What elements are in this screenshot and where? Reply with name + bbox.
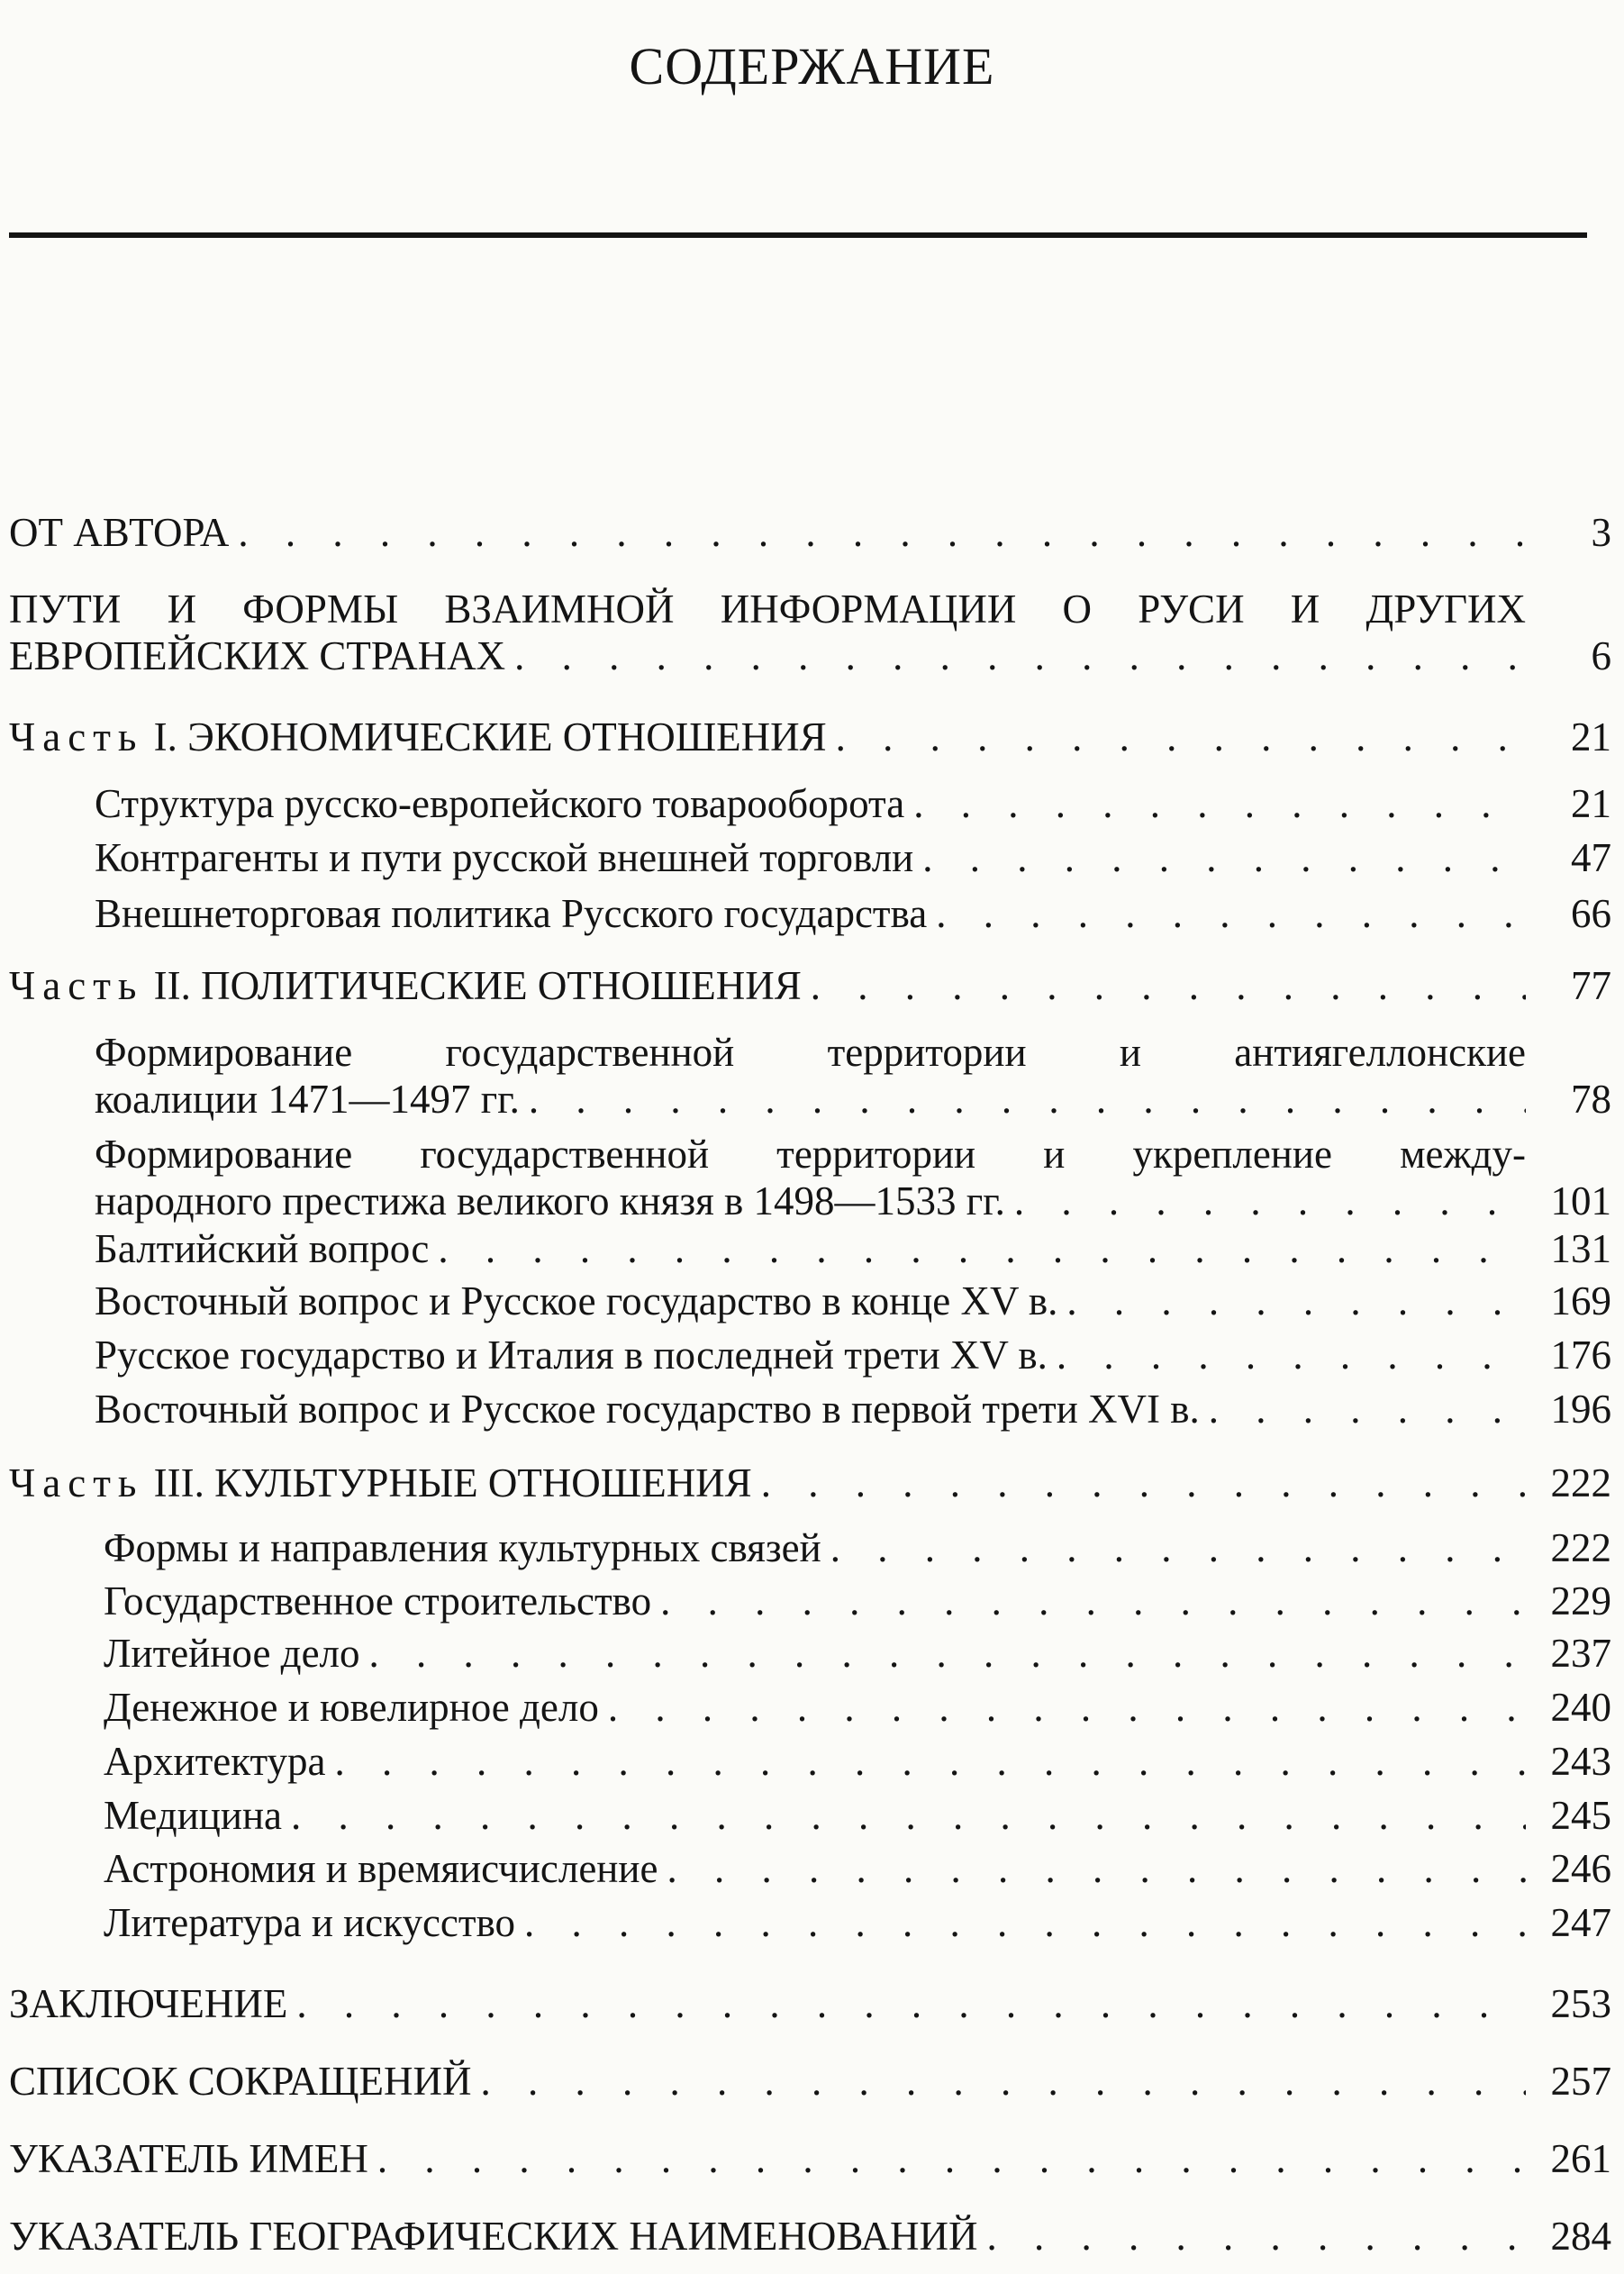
toc-page-number: 21: [1571, 714, 1611, 760]
toc-entry-label: II. ПОЛИТИЧЕСКИЕ ОТНОШЕНИЯ: [153, 963, 802, 1008]
toc-subentry[interactable]: [95, 780, 1611, 827]
leader-dots: [1048, 1332, 1526, 1378]
toc-entry-label: Денежное и ювелирное дело: [104, 1685, 599, 1730]
toc-page-number: 66: [1571, 891, 1611, 936]
toc-page-number: 261: [1550, 2136, 1611, 2181]
toc-entry-label: Астрономия и времяисчисление: [104, 1846, 658, 1891]
toc-page-number: 222: [1550, 1460, 1611, 1505]
leader-dots: [287, 1980, 1526, 2027]
toc-entry-abbreviations[interactable]: [9, 2058, 1611, 2105]
page-title: СОДЕРЖАНИЕ: [629, 37, 995, 96]
toc-page-number: 6: [1591, 633, 1611, 678]
toc-subentry[interactable]: [104, 1899, 1611, 1946]
toc-subentry[interactable]: [95, 1386, 1611, 1433]
toc-page-number: 176: [1550, 1333, 1611, 1378]
toc-subentry[interactable]: [104, 1630, 1611, 1677]
toc-page-number: 243: [1550, 1739, 1611, 1784]
toc-page-number: 77: [1571, 963, 1611, 1008]
leader-dots: [651, 1578, 1526, 1624]
toc-page-number: 21: [1571, 781, 1611, 826]
leader-dots: [505, 632, 1526, 679]
toc-entry-label: ОТ АВТОРА: [9, 510, 230, 555]
toc-page-number: 131: [1550, 1226, 1611, 1271]
toc-entry-label: Литература и искусство: [104, 1900, 516, 1945]
toc-entry-label: УКАЗАТЕЛЬ ИМЕН: [9, 2136, 368, 2181]
toc-entry-label: народного престижа великого князя в 1498—1533 гг.: [95, 1178, 1005, 1223]
toc-entry-label: Государственное строительство: [104, 1578, 652, 1624]
leader-dots: [978, 2213, 1527, 2260]
leader-dots: [752, 1460, 1526, 1506]
toc-page-number: 257: [1550, 2059, 1611, 2104]
toc-entry-name-index[interactable]: [9, 2135, 1611, 2182]
toc-entry-label: Восточный вопрос и Русское государство в первой трети XVI в.: [95, 1387, 1200, 1432]
leader-dots: [802, 962, 1526, 1009]
toc-subentry[interactable]: [104, 1578, 1611, 1624]
toc-entry-geo-index[interactable]: [9, 2213, 1611, 2260]
leader-dots: [520, 1076, 1526, 1123]
part-prefix: Часть: [9, 1460, 144, 1505]
toc-page-number: 240: [1550, 1685, 1611, 1730]
toc-page-number: 47: [1571, 835, 1611, 880]
leader-dots: [429, 1225, 1526, 1272]
toc-page-number: 237: [1550, 1631, 1611, 1676]
toc-entry-label: Литейное дело: [104, 1631, 360, 1676]
toc-entry-label: Медицина: [104, 1793, 282, 1838]
toc-subentry[interactable]: [95, 890, 1611, 937]
toc-page-number: 229: [1550, 1578, 1611, 1624]
toc-entry-label: Архитектура: [104, 1739, 326, 1784]
toc-entry-label: Контрагенты и пути русской внешней торговли: [95, 835, 914, 880]
toc-entry-label: Восточный вопрос и Русское государство в конце XV в.: [95, 1278, 1058, 1323]
toc-subentry[interactable]: [95, 1029, 1611, 1123]
toc-page-number: 247: [1550, 1900, 1611, 1945]
leader-dots: [229, 509, 1526, 556]
toc-entry-label-line1: ПУТИ И ФОРМЫ ВЗАИМНОЙ ИНФОРМАЦИИ О РУСИ И ДРУГИХ: [9, 587, 1526, 632]
toc-part-1[interactable]: [9, 714, 1611, 760]
toc-entry-ways-and-forms[interactable]: [9, 586, 1611, 679]
toc-part-2[interactable]: [9, 962, 1611, 1009]
toc-subentry[interactable]: [95, 1225, 1611, 1272]
leader-dots: [821, 1524, 1526, 1571]
toc-entry-label: ЕВРОПЕЙСКИХ СТРАНАХ: [9, 633, 506, 678]
toc-entry-label: Балтийский вопрос: [95, 1226, 430, 1271]
toc-entry-conclusion[interactable]: [9, 1980, 1611, 2027]
leader-dots: [599, 1684, 1526, 1731]
toc-entry-label: УКАЗАТЕЛЬ ГЕОГРАФИЧЕСКИХ НАИМЕНОВАНИЙ: [9, 2214, 978, 2259]
toc-page-number: 284: [1550, 2214, 1611, 2259]
toc-entry-label: Русское государство и Италия в последней трети XV в.: [95, 1333, 1048, 1378]
leader-dots: [360, 1630, 1526, 1677]
leader-dots: [927, 890, 1526, 937]
leader-dots: [1057, 1278, 1526, 1324]
toc-page-number: 169: [1550, 1278, 1611, 1323]
toc-entry-label-line1: Формирование государственной территории и антиягеллонские: [95, 1030, 1526, 1075]
toc-subentry[interactable]: [104, 1684, 1611, 1731]
toc-subentry[interactable]: [104, 1738, 1611, 1785]
toc-entry-label: III. КУЛЬТУРНЫЕ ОТНОШЕНИЯ: [153, 1460, 752, 1505]
part-prefix: Часть: [9, 714, 144, 760]
toc-page-number: 101: [1550, 1178, 1611, 1223]
toc-subentry[interactable]: [95, 1332, 1611, 1378]
leader-dots: [904, 780, 1526, 827]
leader-dots: [326, 1738, 1526, 1785]
leader-dots: [282, 1792, 1526, 1839]
toc-part-3[interactable]: [9, 1460, 1611, 1506]
toc-page-number: 222: [1550, 1525, 1611, 1570]
leader-dots: [368, 2135, 1526, 2182]
toc-page-number: 78: [1571, 1077, 1611, 1122]
toc-page-number: 245: [1550, 1793, 1611, 1838]
leader-dots: [658, 1845, 1526, 1892]
leader-dots: [913, 834, 1526, 881]
toc-subentry[interactable]: [95, 834, 1611, 881]
toc-page-number: 196: [1550, 1387, 1611, 1432]
toc-subentry[interactable]: [104, 1792, 1611, 1839]
part-prefix: Часть: [9, 963, 144, 1008]
toc-page-number: 246: [1550, 1846, 1611, 1891]
leader-dots: [471, 2058, 1526, 2105]
toc-subentry[interactable]: [104, 1845, 1611, 1892]
toc-entry-label: I. ЭКОНОМИЧЕСКИЕ ОТНОШЕНИЯ: [153, 714, 827, 760]
toc-entry-label: Структура русско-европейского товарооборота: [95, 781, 905, 826]
toc-entry-label: Внешнеторговая политика Русского государства: [95, 891, 928, 936]
toc-subentry[interactable]: [95, 1278, 1611, 1324]
leader-dots: [827, 714, 1526, 760]
leader-dots: [515, 1899, 1526, 1946]
toc-page-number: 253: [1550, 1981, 1611, 2026]
toc-entry-label: ЗАКЛЮЧЕНИЕ: [9, 1981, 288, 2026]
toc-entry-label: Формы и направления культурных связей: [104, 1525, 821, 1570]
toc-subentry[interactable]: [104, 1524, 1611, 1571]
toc-page-number: 3: [1591, 510, 1611, 555]
toc-entry-label: СПИСОК СОКРАЩЕНИЙ: [9, 2059, 472, 2104]
toc-entry-label: коалиции 1471—1497 гг.: [95, 1077, 520, 1122]
toc-entry-label-line1: Формирование государственной территории и укрепление между-: [95, 1132, 1526, 1177]
leader-dots: [1005, 1178, 1526, 1224]
toc-subentry[interactable]: [95, 1131, 1611, 1224]
leader-dots: [1200, 1386, 1526, 1433]
toc-entry-from-author[interactable]: [9, 509, 1611, 556]
